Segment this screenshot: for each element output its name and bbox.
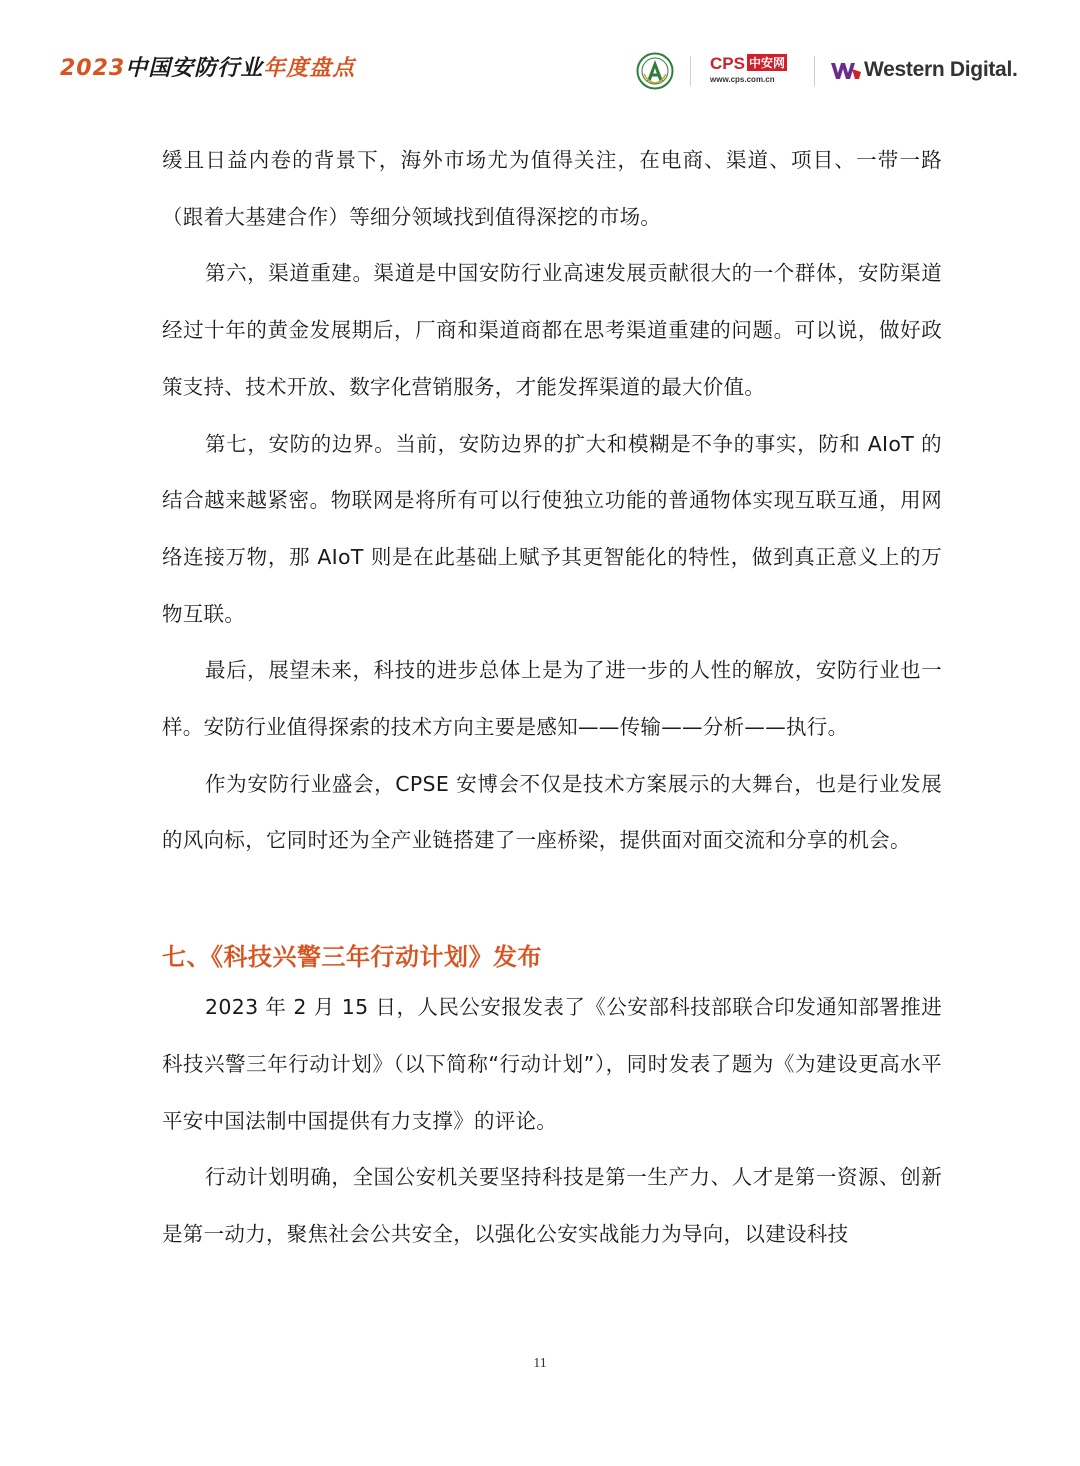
paragraph: 缓且日益内卷的背景下，海外市场尤为值得关注，在电商、渠道、项目、一带一路（跟着大基建合作）等细分领域找到值得深挖的市场。 <box>162 148 942 229</box>
header-title <box>60 54 355 84</box>
paragraph: 第七，安防的边界。当前，安防边界的扩大和模糊是不争的事实，防和 AIoT 的结合越来越紧密。物联网是将所有可以行使独立功能的普通物体实现互联互通，用网络连接万物，那 AIoT 则是在此基础上赋予其更智能化的特性，做到真正意义上的万物互联。 <box>162 431 942 626</box>
document-body <box>162 132 942 1263</box>
cps-logo-url: www.cps.com.cn <box>710 75 775 84</box>
header-title-year: 2023 <box>60 56 126 81</box>
cps-logo-text: CPS <box>710 54 745 73</box>
header-title-main: 中国安防行业 <box>125 56 264 81</box>
paragraph: 2023 年 2 月 15 日，人民公安报发表了《公安部科技部联合印发通知部署推进科技兴警三年行动计划》（以下简称“行动计划”），同时发表了题为《为建设更高水平平安中国法制中国提供有力支撑》的评论。 <box>162 995 942 1133</box>
logo-divider <box>814 56 815 86</box>
western-digital-mark-icon <box>830 60 862 82</box>
header-title-highlight: 年度盘点 <box>263 56 356 81</box>
paragraph: 最后，展望未来，科技的进步总体上是为了进一步的人性的解放，安防行业也一样。安防行业值得探索的技术方向主要是感知——传输——分析——执行。 <box>162 658 942 740</box>
logo-divider <box>690 56 691 86</box>
paragraph: 作为安防行业盛会，CPSE 安博会不仅是技术方案展示的大舞台，也是行业发展的风向标，它同时还为全产业链搭建了一座桥梁，提供面对面交流和分享的机会。 <box>162 771 942 853</box>
paragraph: 行动计划明确，全国公安机关要坚持科技是第一生产力、人才是第一资源、创新是第一动力，聚焦社会公共安全，以强化公安实战能力为导向，以建设科技 <box>162 1165 942 1246</box>
cps-logo <box>710 54 802 90</box>
section-heading: 七、《科技兴警三年行动计划》发布 <box>162 943 542 972</box>
page-header <box>0 0 1080 110</box>
cps-logo-cn: 中安网 <box>748 56 785 70</box>
association-emblem-icon <box>636 52 674 90</box>
western-digital-logo-text: Western Digital. <box>864 58 1018 81</box>
paragraph: 第六，渠道重建。渠道是中国安防行业高速发展贡献很大的一个群体，安防渠道经过十年的黄金发展期后，厂商和渠道商都在思考渠道重建的问题。可以说，做好政策支持、技术开放、数字化营销服务，才能发挥渠道的最大价值。 <box>162 261 942 399</box>
page-number: 11 <box>533 1356 547 1371</box>
